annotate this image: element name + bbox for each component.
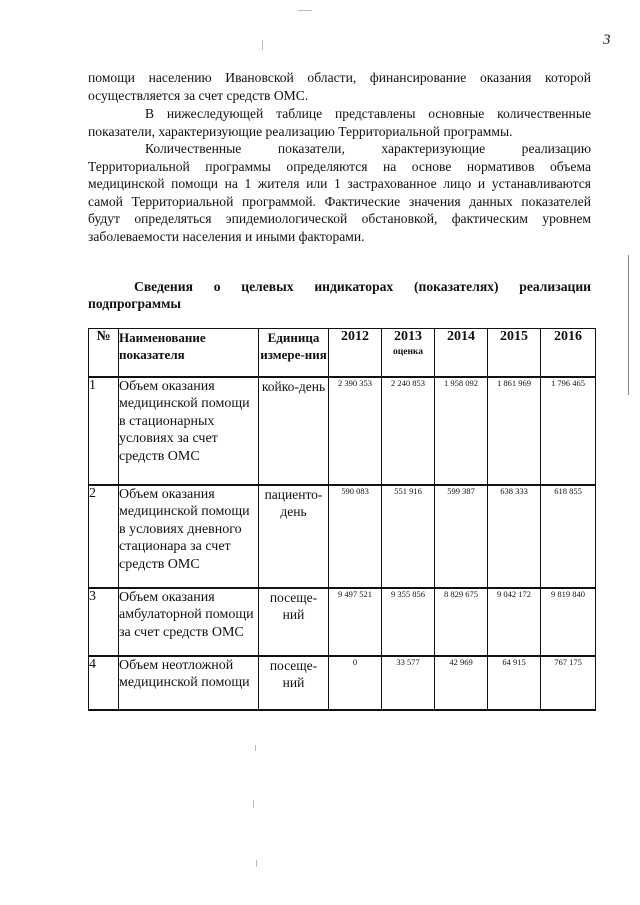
row-value-2015: 1 861 969 [488,377,541,485]
header-year-2012: 2012 [329,329,382,377]
table-row [89,656,596,710]
row-value-2014: 1 958 092 [435,377,488,485]
row-value-2015: 9 042 172 [488,588,541,656]
row-value-2015: 638 333 [488,485,541,588]
row-indicator-name: Объем оказания амбулаторной помощи за счет средств ОМС [119,588,259,656]
row-value-2012: 590 083 [329,485,382,588]
header-year-2016: 2016 [541,329,596,377]
row-number: 1 [89,377,119,485]
row-unit: пациенто-день [259,485,329,588]
paragraph-continuation: помощи населению Ивановской области, финансирование оказания которой осуществляется за счет средств ОМС. [88,70,591,103]
header-num: № [89,329,119,377]
row-value-2012: 9 497 521 [329,588,382,656]
row-value-2014: 42 969 [435,656,488,710]
header-unit: Единица измере-ния [259,329,329,377]
row-value-2014: 599 387 [435,485,488,588]
row-number: 3 [89,588,119,656]
paragraph-table-intro: В нижеследующей таблице представлены основные количественные показатели, характеризующие реализацию Территориальной программы. [88,106,591,139]
scan-speck [262,40,263,50]
page-number: 3 [603,32,611,48]
row-value-2013: 33 577 [382,656,435,710]
scan-margin-line [628,255,629,395]
row-unit: посеще-ний [259,656,329,710]
header-year-2013-label: 2013 [394,329,422,344]
row-indicator-name: Объем оказания медицинской помощи в условиях дневного стационара за счет средств ОМС [119,485,259,588]
row-value-2013: 551 916 [382,485,435,588]
row-value-2012: 0 [329,656,382,710]
row-number: 2 [89,485,119,588]
header-name: Наименование показателя [119,329,259,377]
row-indicator-name: Объем оказания медицинской помощи в стационарных условиях за счет средств ОМС [119,377,259,485]
header-year-2015: 2015 [488,329,541,377]
scan-speck [256,860,257,867]
row-value-2012: 2 390 353 [329,377,382,485]
table-heading: Сведения о целевых индикаторах (показателях) реализации подпрограммы [88,279,591,311]
table-row [89,485,596,588]
row-value-2015: 64 915 [488,656,541,710]
row-value-2016: 767 175 [541,656,596,710]
row-value-2014: 8 829 675 [435,588,488,656]
header-year-2013 [382,329,435,377]
row-value-2016: 618 855 [541,485,596,588]
row-number: 4 [89,656,119,710]
row-value-2016: 9 819 840 [541,588,596,656]
header-year-2013-note: оценка [393,347,423,357]
scan-speck [255,745,256,751]
table-row [89,377,596,485]
row-unit: посеще-ний [259,588,329,656]
indicators-table [88,328,596,711]
row-value-2013: 2 240 853 [382,377,435,485]
paragraph-quantitative-indicators: Количественные показатели, характеризующие реализацию Территориальной программы определяются на основе нормативов объема медицинской помощи на 1 жителя или 1 застрахованное лицо и устанавливаются самой Территориальной программой. Фактические значения данных показателей будут определяться эпидемиологической обстановкой, фактическим уровнем заболеваемости населения и иными факторами. [88,141,591,244]
row-unit: койко-день [259,377,329,485]
row-value-2016: 1 796 465 [541,377,596,485]
row-value-2013: 9 355 856 [382,588,435,656]
scan-speck [253,800,254,808]
scan-speck [298,10,312,11]
table-header-row [89,329,596,377]
table-row [89,588,596,656]
row-indicator-name: Объем неотложной медицинской помощи [119,656,259,710]
header-year-2014: 2014 [435,329,488,377]
